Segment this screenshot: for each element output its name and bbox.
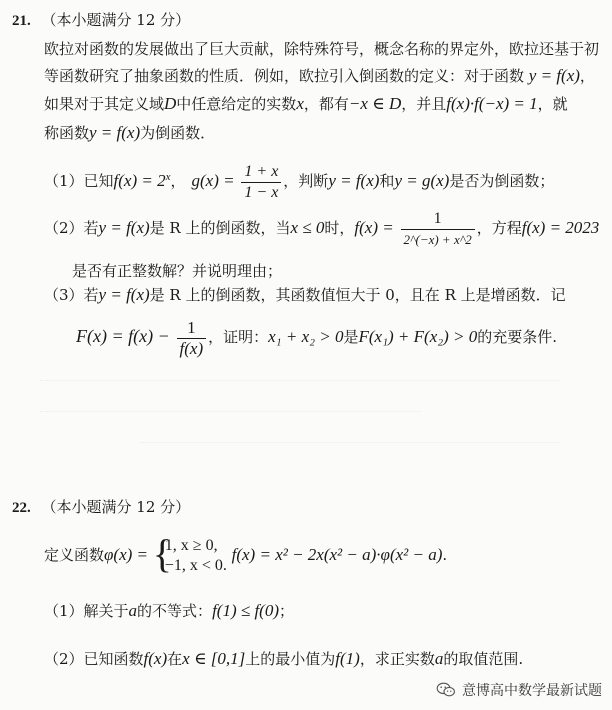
q22-heading: [12, 496, 190, 517]
q22-part2-f: f(x): [143, 649, 168, 668]
q22-definition-punct: .: [442, 546, 448, 564]
q21-part3-text: 是: [343, 328, 359, 346]
q21-intro-line2: [44, 65, 595, 86]
q21-intro-text: 如果对于其定义域: [44, 95, 165, 113]
q21-part2-formula: y = f(x): [98, 218, 150, 237]
q22-symbol-a: a: [434, 649, 444, 668]
q21-part1-formula: y = g(x): [394, 171, 450, 190]
q21-part1-exponent: x: [165, 171, 171, 183]
fraction-denominator: f(x): [179, 338, 204, 358]
q21-symbol-d: D: [164, 94, 177, 113]
q21-intro-line1: 欧拉对函数的发展做出了巨大贡献，除特殊符号，概念名称的界定外，欧拉还基于初: [44, 40, 600, 58]
q21-part2-text: 是 R 上的倒函数，当: [149, 219, 291, 237]
q22-definition: [44, 530, 447, 580]
q22-score: （本小题满分 12 分）: [41, 498, 191, 516]
q21-intro-text: 等函数研究了抽象函数的性质．例如，欧拉引入倒函数的定义：对于函数: [44, 67, 525, 85]
q21-part1-g: g(x) =: [191, 171, 235, 190]
q21-intro-line3: [44, 93, 568, 114]
q21-part1-f: f(x) = 2: [113, 171, 166, 190]
q21-intro-formula: y = f(x): [528, 66, 580, 85]
q21-part2-text: ，方程: [476, 219, 522, 237]
q21-part1-punct: ，: [170, 172, 186, 190]
q21-intro-formula: y = f(x): [89, 123, 141, 142]
q21-part2-fraction: [401, 209, 475, 250]
q22-part1-punct: ；: [278, 602, 294, 620]
q22-part2-text: 的取值范围.: [443, 650, 524, 668]
q21-intro-punct: ，: [579, 67, 595, 85]
q21-intro-text: ，就: [537, 95, 568, 113]
q21-part3-F: F(x) = f(x) −: [76, 326, 170, 346]
q21-part3-formula: y = f(x): [98, 285, 150, 304]
q22-part1: [44, 600, 294, 621]
q22-part1-label: （1）解关于: [44, 602, 129, 620]
q21-part1-fraction: [241, 162, 281, 203]
q21-part3-text: 的充要条件.: [477, 328, 558, 346]
q21-part3-label: （3）若: [44, 286, 99, 304]
piecewise-case-2: −1, x < 0.: [164, 557, 227, 574]
q21-inverse-formula: f(x)·f(−x) = 1: [446, 94, 538, 113]
q21-intro-text: 中任意给定的实数: [176, 95, 297, 113]
q21-part2-f: f(x) =: [354, 218, 394, 237]
q22-definition-text: 定义函数: [44, 546, 105, 564]
q22-number: 22.: [12, 500, 31, 516]
q22-phi: φ(x) =: [104, 545, 149, 564]
q22-part1-text: 的不等式：: [137, 602, 213, 620]
fraction-numerator: 1: [177, 318, 207, 339]
q21-intro-text: 为倒函数．: [140, 124, 216, 142]
q22-part2-text: ，求正实数: [359, 650, 435, 668]
q21-part2-condition: x ≤ 0: [290, 218, 325, 237]
q22-piecewise: [152, 531, 227, 576]
q21-part2-label: （2）若: [44, 219, 99, 237]
q21-part2-equation: f(x) = 2023: [521, 218, 600, 237]
q21-part2: [44, 206, 599, 250]
q21-part3-line2: [76, 314, 557, 358]
q22-part1-inequality: f(1) ≤ f(0): [212, 601, 279, 620]
q21-intro-text: ，并且: [401, 95, 447, 113]
piecewise-case-1: 1, x ≥ 0,: [164, 537, 218, 554]
q21-part3-text: 是 R 上的倒函数，其函数值恒大于 0，且在 R 上是增函数．记: [149, 286, 566, 304]
q21-part1: [44, 156, 555, 201]
q21-part3-fraction: [177, 318, 207, 359]
q22-part2-text: 上的最小值为: [245, 650, 336, 668]
q21-number: 21.: [12, 13, 31, 29]
q22-f-definition: f(x) = x² − 2x(x² − a)·φ(x² − a): [231, 545, 443, 564]
q22-part2-label: （2）已知函数: [44, 650, 144, 668]
q21-symbol-x: x: [296, 94, 304, 113]
q21-part1-text: ，判断: [283, 172, 329, 190]
q21-part3-condition: F(x₁) + F(x₂) > 0: [358, 327, 478, 346]
q21-part3-text: ，证明：: [208, 328, 269, 346]
q21-heading: [12, 9, 190, 30]
q22-symbol-a: a: [128, 601, 138, 620]
wechat-icon: [436, 682, 456, 698]
q21-part1-text: 是否为倒函数；: [449, 172, 555, 190]
q21-domain-formula: −x ∈ D: [348, 94, 402, 113]
fraction-numerator: 1 + x: [241, 162, 281, 183]
watermark: [436, 680, 602, 700]
fraction-numerator: 1: [401, 209, 475, 230]
q21-intro-line4: [44, 122, 215, 143]
q21-part2-text: 时，: [324, 219, 355, 237]
fraction-denominator: 1 − x: [244, 183, 279, 201]
q22-part2-text: 在: [167, 650, 183, 668]
q22-part2-f1: f(1): [335, 649, 360, 668]
q21-part3: [44, 284, 566, 305]
q21-part1-formula: y = f(x): [328, 171, 380, 190]
q21-intro-text: 称函数: [44, 124, 90, 142]
q21-part2-line2: 是否有正整数解？并说明理由；: [72, 262, 283, 280]
left-brace: {: [152, 531, 172, 576]
bleed-through: [40, 372, 560, 472]
q22-part2-interval: x ∈ [0,1]: [182, 649, 246, 668]
q21-part1-label: （1）已知: [44, 172, 114, 190]
q21-part1-text: 和: [379, 172, 395, 190]
q22-part2: [44, 648, 523, 669]
q21-intro-text: ，都有: [303, 95, 349, 113]
q21-part3-condition: x₁ + x₂ > 0: [268, 327, 344, 346]
fraction-denominator: 2^(−x) + x^2: [403, 231, 472, 247]
watermark-text: 意博高中数学最新试题: [462, 683, 602, 699]
q21-score: （本小题满分 12 分）: [41, 11, 191, 29]
